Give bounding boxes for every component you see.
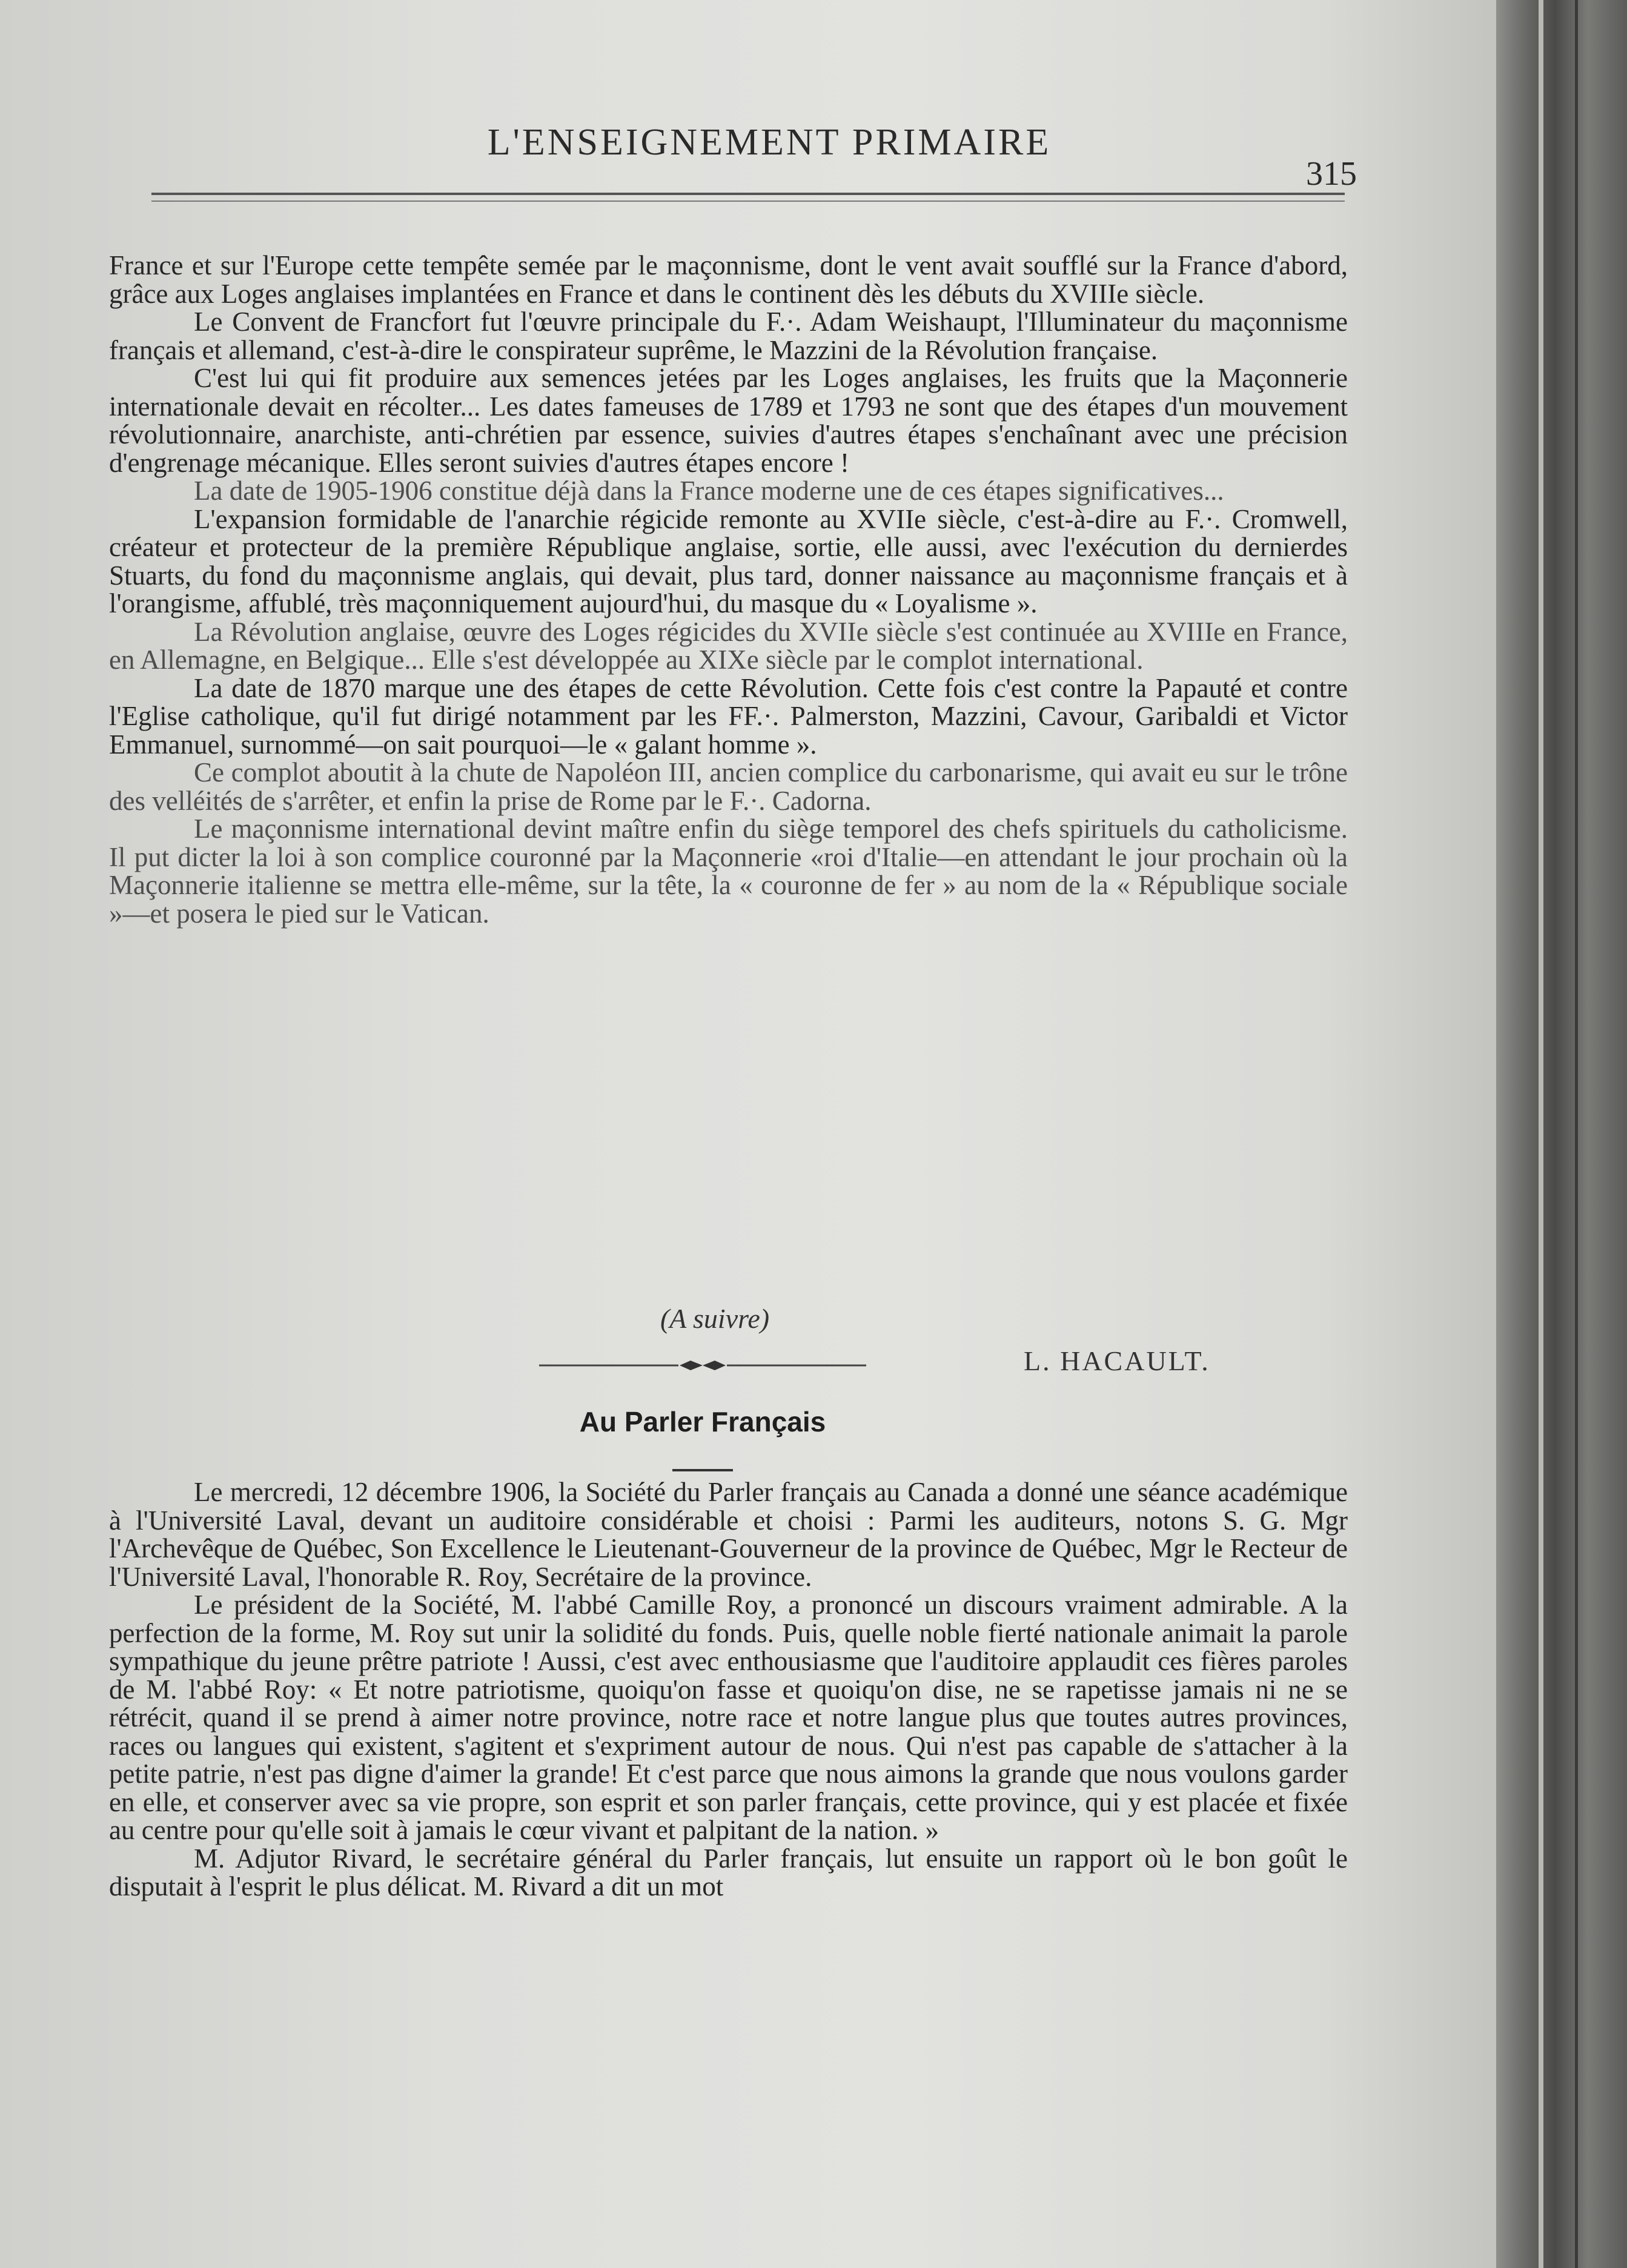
article-body: [109, 251, 1348, 927]
paragraph: L'expansion formidable de l'anarchie régicide remonte au XVIIe siècle, c'est-à-dire au F.·. Cromwell, créateur et protecteur de la première République anglaise, sortie, elle aussi, avec l'exécution du dernierdes Stuarts, du fond du maçonnisme anglais, qui devait, plus tard, donner naissance au maçonnisme français et à l'orangisme, affublé, très maçonniquement aujourd'hui, du masque du « Loyalisme ».: [109, 503, 1348, 618]
paragraph: Le maçonnisme international devint maître enfin du siège temporel des chefs spirituels du catholicisme. Il put dicter la loi à son complice couronné par la Maçonnerie «roi d'Italie—en attendant le jour prochain où la Maçonnerie italienne se mettra elle-même, sur la tête, la « couronne de fer » au nom de la « République sociale »—et posera le pied sur le Vatican.: [109, 814, 1348, 929]
paragraph: France et sur l'Europe cette tempête semée par le maçonnisme, dont le vent avait soufflé sur la France d'abord, grâce aux Loges anglaises implantées en France et dans le continent dès les débuts du XVIIIe siècle.: [109, 250, 1348, 309]
paragraph: Le président de la Société, M. l'abbé Camille Roy, a prononcé un discours vraiment admirable. A la perfection de la forme, M. Roy sut unir la solidité du fonds. Puis, quelle noble fierté nationale animait la parole sympathique du jeune prêtre patriote ! Aussi, c'est avec enthousiasme que l'auditoire applaudit ces fières paroles de M. l'abbé Roy: « Et notre patriotisme, quoiqu'on fasse et quoiqu'on dise, ne se rapetisse jamais ni ne se rétrécit, quand il se prend à aimer notre province, notre race et notre langue plus que toutes autres provinces, races ou langues qui existent, s'agitent et s'expriment autour de nous. Qui n'est pas capable de s'attacher à la petite patrie, n'est pas digne d'aimer la grande! Et c'est parce que nous aimons la grande que nous voulons garder en elle, et conserver avec sa vie propre, son esprit et son parler français, cette province, qui y est placée et fixée au centre pour qu'elle soit à jamais le cœur vivant et palpitant de la nation. »: [109, 1590, 1348, 1845]
page-number: 315: [1306, 155, 1357, 193]
article-body: [109, 1478, 1348, 1901]
title-rule: [672, 1469, 733, 1471]
section-title: Au Parler Français: [579, 1406, 826, 1437]
paragraph: C'est lui qui fit produire aux semences jetées par les Loges anglaises, les fruits que la Maçonnerie internationale devait en récolter... Les dates fameuses de 1789 et 1793 ne sont que des étapes d'un mouvement révolutionnaire, anarchiste, anti-chrétien par essence, suivies d'autres étapes s'enchaînant avec une précision d'engrenage mécanique. Elles seront suivies d'autres étapes encore !: [109, 363, 1348, 478]
paragraph: La Révolution anglaise, œuvre des Loges régicides du XVIIe siècle s'est continuée au XVIIIe en France, en Allemagne, en Belgique... Elle s'est développée au XIXe siècle par le complot international.: [109, 616, 1348, 675]
header-rule-thin: [151, 201, 1345, 202]
header-rule: [151, 193, 1345, 195]
paragraph: Le mercredi, 12 décembre 1906, la Société du Parler français au Canada a donné une séance académique à l'Université Laval, devant un auditoire considérable et choisi : Parmi les auditeurs, notons S. G. Mgr l'Archevêque de Québec, Son Excellence le Lieutenant-Gouverneur de la province de Québec, Mgr le Recteur de l'Université Laval, l'honorable R. Roy, Secrétaire de la province.: [109, 1477, 1348, 1592]
gutter-edge-dark: [1575, 0, 1578, 2268]
paragraph: Le Convent de Francfort fut l'œuvre principale du F.·. Adam Weishaupt, l'Illuminateur du maçonnisme français et allemand, c'est-à-dire le conspirateur suprême, le Mazzini de la Révolution française.: [109, 307, 1348, 365]
gutter-edge: [1539, 0, 1543, 2268]
paragraph: M. Adjutor Rivard, le secrétaire général du Parler français, lut ensuite un rapport où le bon goût le disputait à l'esprit le plus délicat. M. Rivard a dit un mot: [109, 1843, 1348, 1902]
author-signature: L. HACAULT.: [1024, 1345, 1210, 1376]
book-gutter: [1496, 0, 1627, 2268]
running-title: L'ENSEIGNEMENT PRIMAIRE: [487, 122, 1052, 163]
to-be-continued: (A suivre): [660, 1303, 770, 1334]
paragraph: Ce complot aboutit à la chute de Napoléon III, ancien complice du carbonarisme, qui avait eu sur le trône des velléités de s'arrêter, et enfin la prise de Rome par le F.·. Cadorna.: [109, 757, 1348, 816]
paragraph: La date de 1870 marque une des étapes de cette Révolution. Cette fois c'est contre la Papauté et contre l'Eglise catholique, qu'il fut dirigé notamment par les FF.·. Palmerston, Mazzini, Cavour, Garibaldi et Victor Emmanuel, surnommé—on sait pourquoi—le « galant homme ».: [109, 672, 1348, 760]
section-ornament: [539, 1358, 866, 1373]
paragraph: La date de 1905-1906 constitue déjà dans la France moderne une de ces étapes significatives...: [194, 476, 1224, 506]
